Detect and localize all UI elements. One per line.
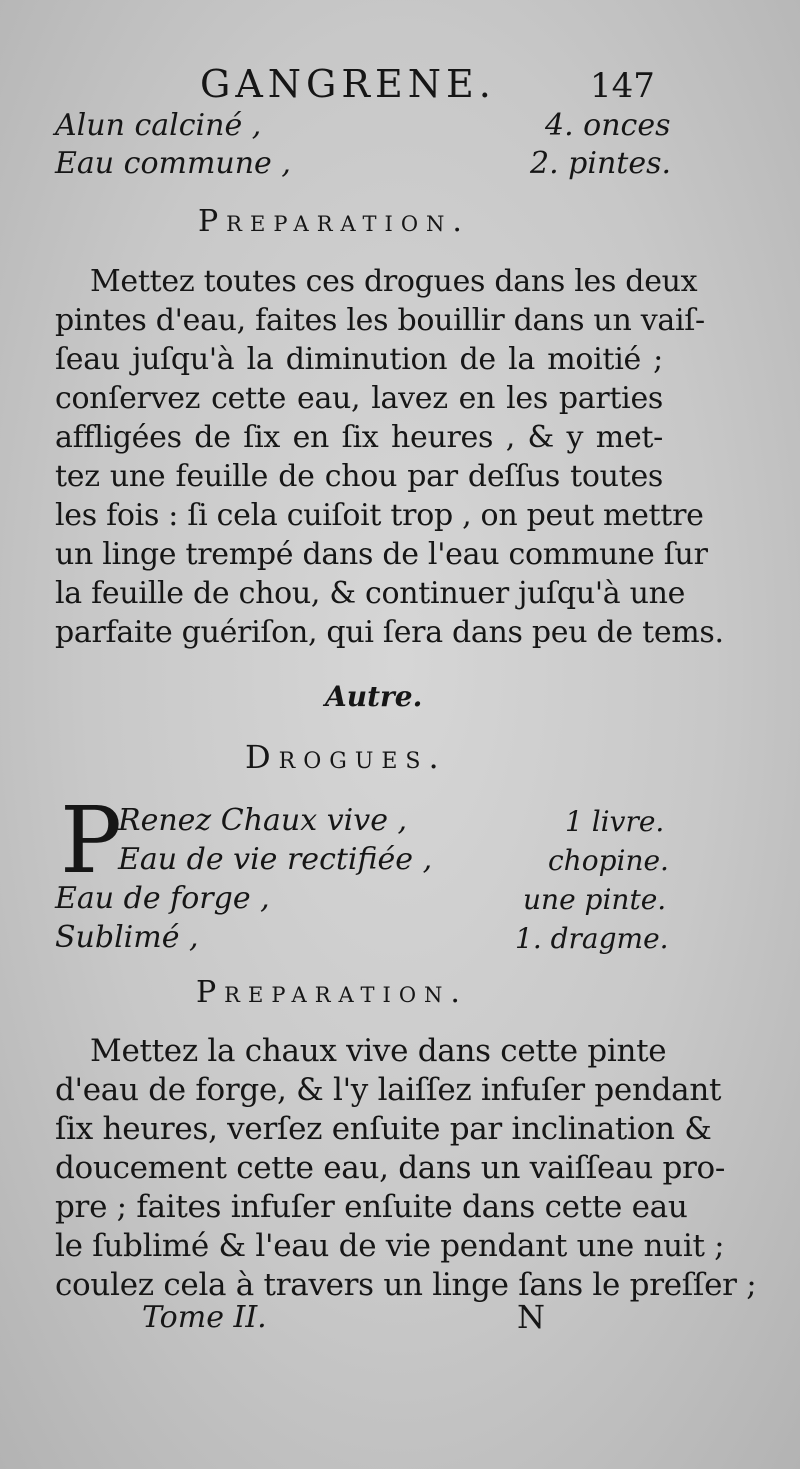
ingredient-qty: une pinte. [523,883,667,916]
ingredient-name: Alun calciné , [55,108,262,143]
ingredient-qty: 4. onces [545,108,671,143]
body-line: un linge trempé dans de l'eau commune ſur [55,537,708,572]
ingredient-qty: 2. pintes. [530,146,672,181]
ingredient-qty: 1. dragme. [515,922,669,955]
section-heading: Preparation. [196,975,468,1010]
ingredient-name: Sublimé , [55,920,199,955]
ingredient-name: Renez Chaux vive , [118,803,408,838]
body-line: affligées de ſix en ſix heures , & y met- [55,420,663,455]
body-line: tez une feuille de chou par deſſus toutes [55,459,663,494]
drogues-heading: Drogues. [245,738,447,776]
body-line: les fois : ſi cela cuiſoit trop , on peut mettre [55,498,704,533]
section-heading: Preparation. [198,204,470,239]
body-line: parfaite guériſon, qui ſera dans peu de tems. [55,615,724,650]
body-line: ſeau juſqu'à la diminution de la moitié ; [55,342,663,377]
body-line: doucement cette eau, dans un vaiſſeau pro- [55,1150,726,1186]
volume-label: Tome II. [142,1300,267,1335]
body-line: la feuille de chou, & continuer juſqu'à une [55,576,686,611]
page-number: 147 [590,66,655,106]
body-line: coulez cela à travers un linge ſans le preſſer ; [55,1267,757,1303]
body-line: d'eau de forge, & l'y laiſſez infuſer pendant [55,1072,722,1108]
running-head: GANGRENE. [200,62,496,106]
drop-cap: P [60,787,122,894]
subheading-autre: Autre. [325,680,423,713]
signature-mark: N [517,1298,545,1336]
ingredient-qty: 1 livre. [565,805,665,838]
ingredient-name: Eau de forge , [55,881,270,916]
body-line: ſix heures, verſez enſuite par inclination & [55,1111,712,1147]
body-line: Mettez la chaux vive dans cette pinte [90,1033,667,1069]
body-line: Mettez toutes ces drogues dans les deux [90,264,698,299]
body-line: pre ; faites infuſer enſuite dans cette eau [55,1189,688,1225]
ingredient-name: Eau commune , [55,146,291,181]
body-line: pintes d'eau, faites les bouillir dans un vaiſ- [55,303,705,338]
ingredient-name: Eau de vie rectifiée , [118,842,433,877]
ingredient-qty: chopine. [548,844,669,877]
body-line: le ſublimé & l'eau de vie pendant une nuit ; [55,1228,725,1264]
body-line: conſervez cette eau, lavez en les parties [55,381,663,416]
